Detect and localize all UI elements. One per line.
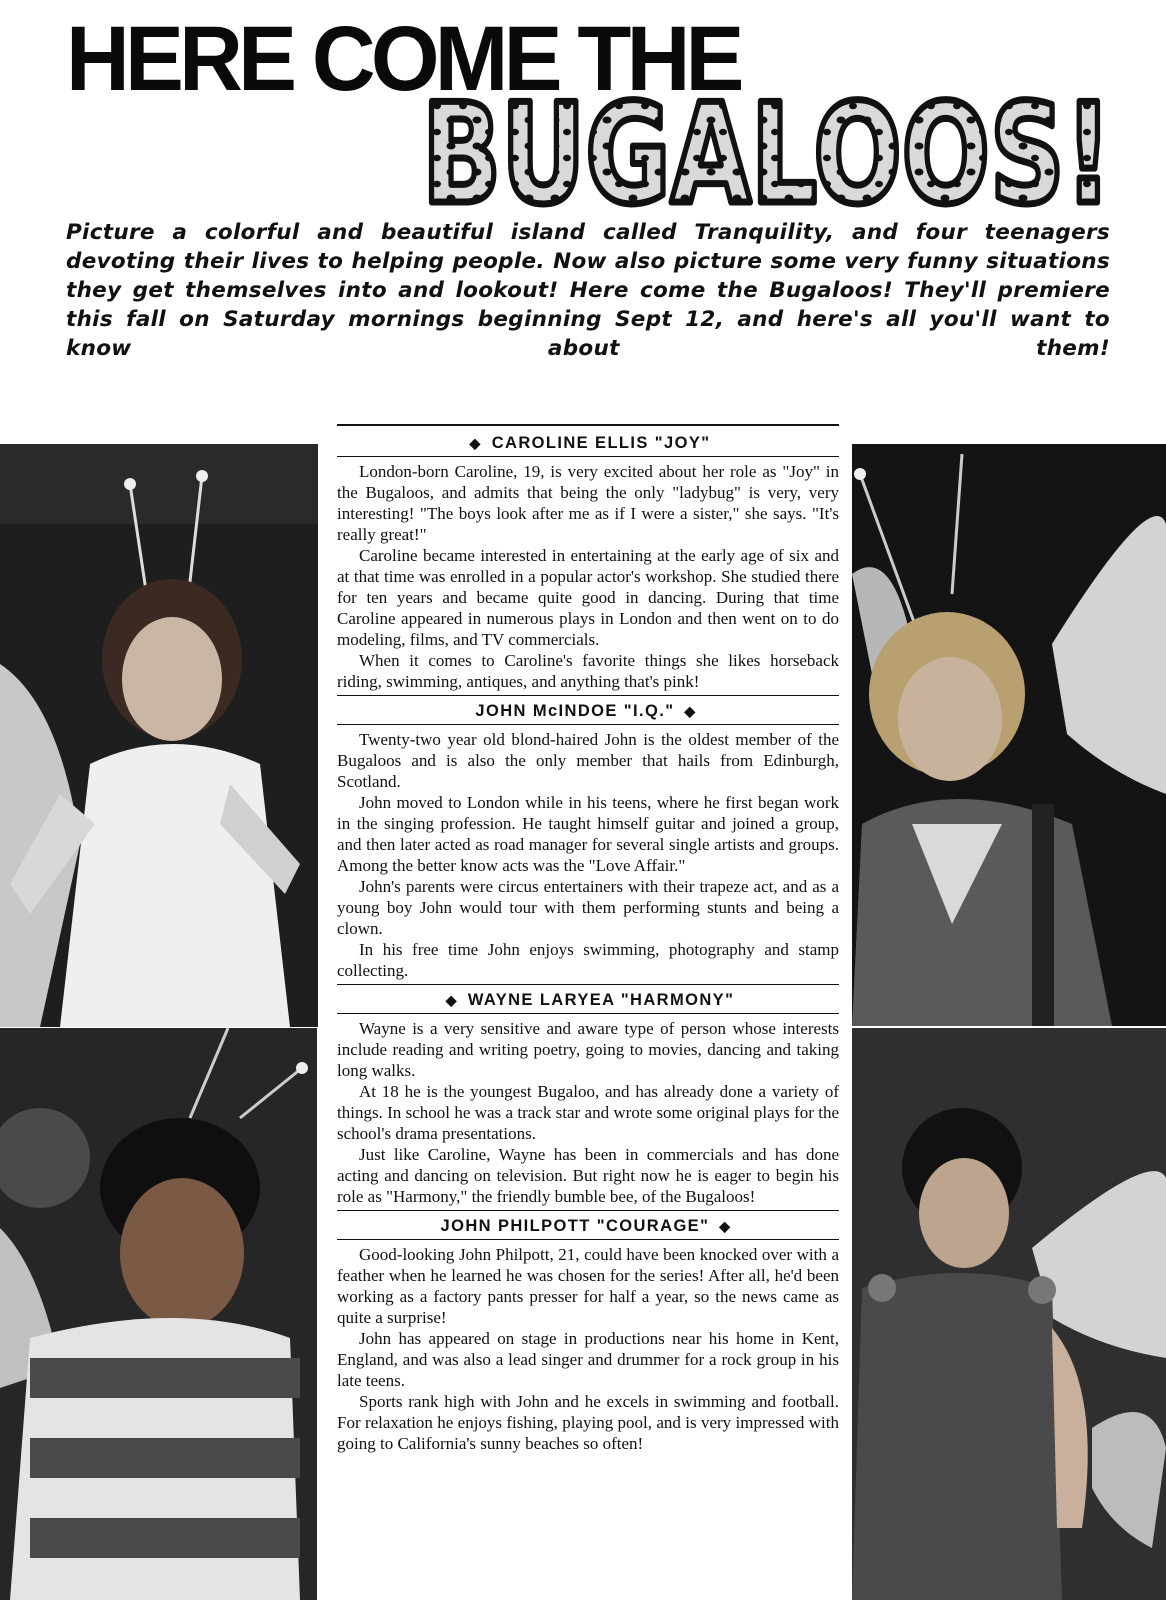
paragraph: John has appeared on stage in productions near his home in Kent, England, and was also a lead singer and drummer for a rock group in his late teens.: [337, 1329, 839, 1390]
bug-icon: ◆: [469, 435, 482, 451]
paragraph: Good-looking John Philpott, 21, could have been knocked over with a feather when he learned he was chosen for the series! After all, he'd been working as a factory pants presser for half a year, so the news came as quite a surprise!: [337, 1245, 839, 1327]
paragraph: London-born Caroline, 19, is very excited about her role as "Joy" in the Bugaloos, and admits that being the only "ladybug" is very, very interesting! "The boys look after me as if I were a sister," she says. "It's really great!": [337, 462, 839, 544]
paragraph: At 18 he is the youngest Bugaloo, and has already done a variety of things. In school he was a track star and wrote some original plays for the school's drama presentations.: [337, 1082, 839, 1143]
paragraph: Just like Caroline, Wayne has been in commercials and has done acting and dancing on television. But right now he is eager to begin his role as "Harmony," the friendly bumble bee, of the Bugaloos!: [337, 1145, 839, 1206]
section-heading: [337, 700, 839, 725]
article-column: [337, 424, 839, 1454]
section-heading: [337, 989, 839, 1014]
paragraph: Twenty-two year old blond-haired John is the oldest member of the Bugaloos and is also the only member that hails from Edinburgh, Scotland.: [337, 730, 839, 791]
heading-text: WAYNE LARYEA "HARMONY": [467, 991, 735, 1009]
paragraph: Sports rank high with John and he excels in swimming and football. For relaxation he enjoys fishing, playing pool, and is very impressed with going to California's sunny beaches so often!: [337, 1392, 839, 1453]
section-heading: [337, 1215, 839, 1240]
headline: HERE COME THE: [66, 8, 740, 110]
paragraph: Wayne is a very sensitive and aware type of person whose interests include reading and writing poetry, going to movies, dancing and taking long walks.: [337, 1019, 839, 1080]
photo-caroline-ellis: [0, 444, 318, 1027]
paragraph: John moved to London while in his teens, where he first began work in the singing profession. He taught himself guitar and joined a group, and then later acted as road manager for several single artists and groups. Among the better know acts was the "Love Affair.": [337, 793, 839, 875]
paragraph: In his free time John enjoys swimming, photography and stamp collecting.: [337, 940, 839, 980]
heading-text: JOHN McINDOE "I.Q.": [475, 702, 675, 720]
paragraph: John's parents were circus entertainers with their trapeze act, and as a young boy John would tour with them performing stunts and being a clown.: [337, 877, 839, 938]
section-caroline-ellis: [337, 432, 839, 692]
paragraph: Caroline became interested in entertaining at the early age of six and at that time was enrolled in a popular actor's workshop. She studied there for ten years and became quite good in dancing. During that time Caroline appeared in numerous plays in London and then went on to do modeling, films, and TV commercials.: [337, 546, 839, 649]
top-rule: [337, 424, 839, 426]
photo-john-mcindoe: [852, 444, 1166, 1026]
section-john-philpott: [337, 1210, 839, 1454]
intro-paragraph: Picture a colorful and beautiful island called Tranquility, and four teenagers devoting their lives to helping people. Now also picture some very funny situations they get themselves into and lookout! Here come the Bugaloos! They'll premiere this fall on Saturday mornings beginning Sept 12, and here's all you'll want to know about them!: [66, 220, 1110, 361]
heading-text: JOHN PHILPOTT "COURAGE": [440, 1217, 710, 1235]
bug-icon: ◆: [719, 1218, 732, 1234]
bugaloos-word: BUGALOOS!: [422, 86, 1112, 226]
photo-wayne-laryea: [0, 1028, 317, 1600]
photo-john-philpott: [852, 1028, 1166, 1600]
paragraph: When it comes to Caroline's favorite things she likes horseback riding, swimming, antiques, and anything that's pink!: [337, 651, 839, 691]
bug-icon: ◆: [684, 703, 697, 719]
section-john-mcindoe: [337, 695, 839, 981]
bugaloos-logo: [418, 86, 1118, 226]
heading-text: CAROLINE ELLIS "JOY": [491, 434, 711, 452]
section-heading: [337, 432, 839, 457]
bug-icon: ◆: [445, 992, 458, 1008]
section-wayne-laryea: [337, 984, 839, 1207]
